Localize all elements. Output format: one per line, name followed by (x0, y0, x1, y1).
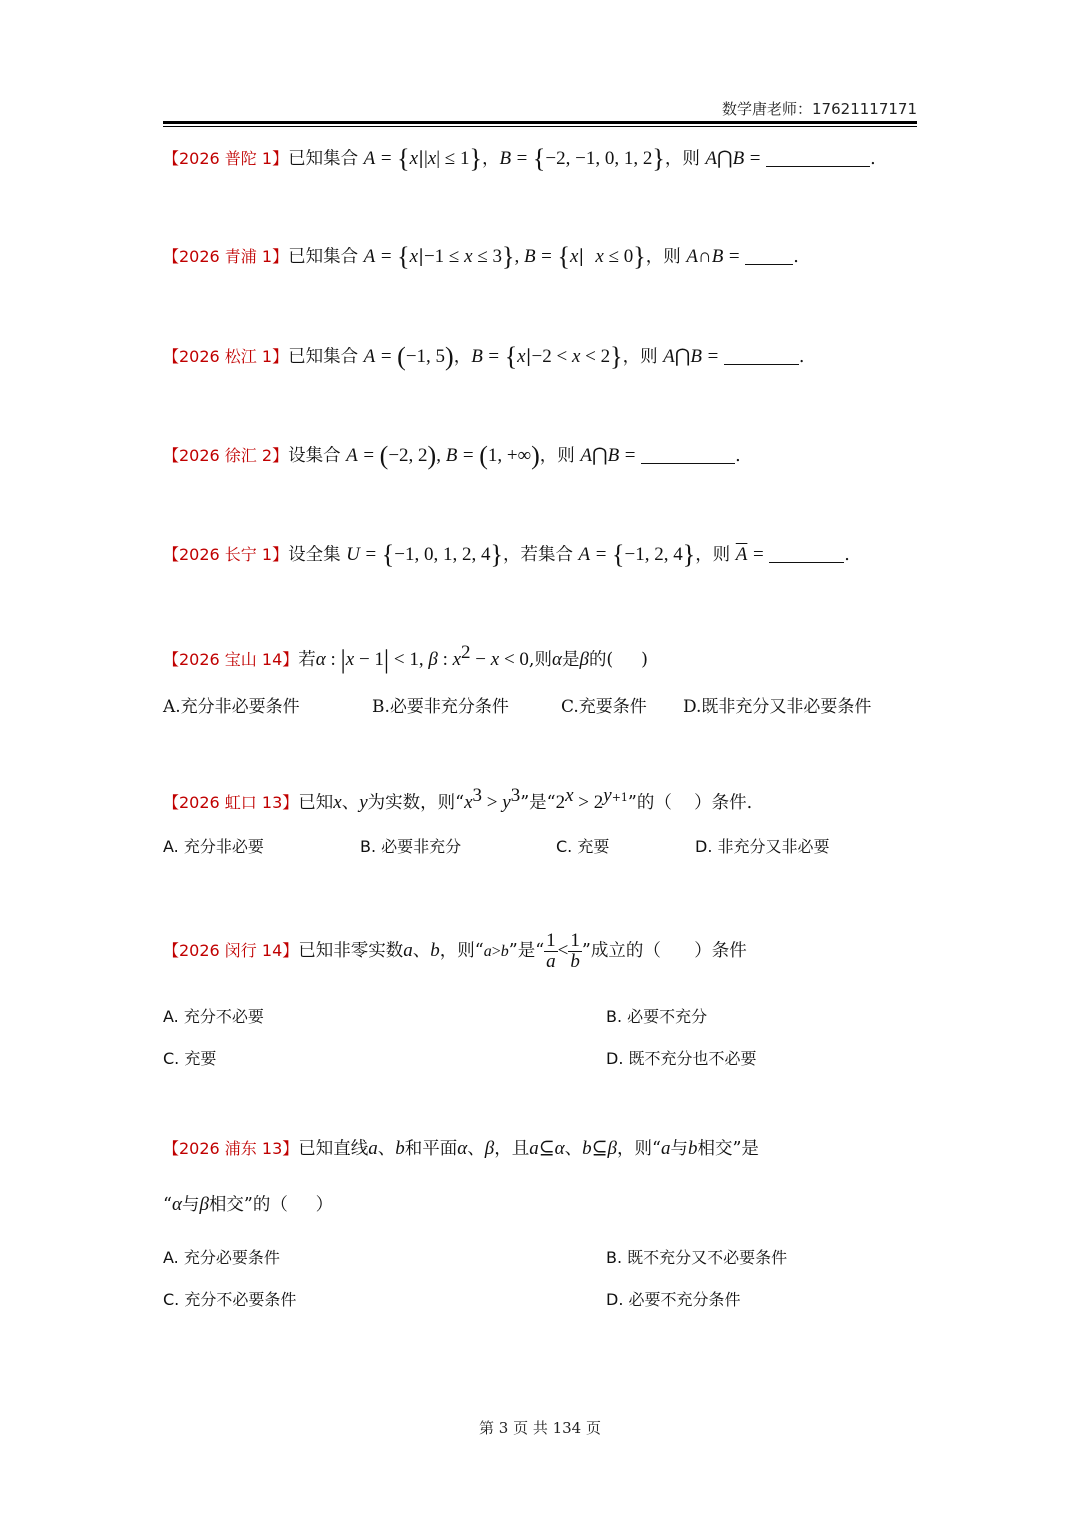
question-stem-prefix: 若 (298, 649, 316, 670)
math-expression: a、b和平面α、β，且a⊆α、b⊆β，则“a与b相交”是 (368, 1138, 759, 1159)
option-a: A. 充分不必要 (163, 1007, 264, 1026)
question-7 (163, 783, 923, 816)
question-stem-prefix: 已知非零实数 (298, 941, 404, 961)
question-1 (163, 146, 923, 172)
option-b: B. 必要非充分 (360, 837, 462, 856)
math-expression: “α与β相交”的（ ） (163, 1194, 334, 1215)
question-stem-prefix: 已知集合 (288, 149, 359, 169)
question-6 (163, 640, 923, 673)
question-stem-prefix: 已知集合 (288, 347, 359, 367)
math-expression: A = (−1, 5)，B = {x|−2 < x < 2}，则 A⋂B = . (363, 342, 805, 371)
question-tag: 【2026 青浦 1】 (163, 247, 289, 266)
question-stem-prefix: 已知 (298, 792, 334, 813)
option-d: D. 既不充分也不必要 (606, 1049, 757, 1068)
question-tag: 【2026 闵行 14】 (163, 941, 299, 960)
math-expression: A = (−2, 2), B = (1, +∞)，则 A⋂B = . (346, 441, 741, 470)
question-9-continued (163, 1192, 923, 1218)
header-rule-thick (163, 121, 917, 124)
option-b: B. 既不充分又不必要条件 (606, 1248, 788, 1267)
option-a: A. 充分必要条件 (163, 1248, 280, 1267)
option-d: D. 非充分又非必要 (695, 837, 830, 856)
question-stem-prefix: 已知直线 (298, 1139, 369, 1159)
option-c: C.充要条件 (561, 697, 647, 717)
page-header: 数学唐老师：17621117171 (722, 100, 917, 118)
question-stem-prefix: 设全集 (288, 545, 341, 565)
question-tag: 【2026 松江 1】 (163, 347, 289, 366)
question-8 (163, 928, 923, 975)
math-expression: A = {x||x| ≤ 1}，B = {−2, −1, 0, 1, 2}，则 A⋂B = . (363, 144, 876, 173)
option-d: D. 必要不充分条件 (606, 1290, 741, 1309)
question-tag: 【2026 徐汇 2】 (163, 446, 289, 465)
option-c: C. 充要 (556, 837, 610, 856)
page-footer: 第 3 页 共 134 页 (478, 1419, 601, 1437)
header-rule-thin (163, 126, 917, 127)
question-tag: 【2026 宝山 14】 (163, 649, 299, 669)
option-b: B.必要非充分条件 (372, 697, 509, 717)
math-expression: U = {−1, 0, 1, 2, 4}，若集合 A = {−1, 2, 4}，则 $\overline{A}$ = . (346, 540, 850, 569)
math-expression: a、b，则“a>b”是“ $\frac{1}{a}$ < $\frac{1}{b}$ ”成立的（ ）条件 (403, 930, 747, 972)
question-4 (163, 443, 923, 469)
question-9 (163, 1136, 923, 1162)
math-expression: A = {x|−1 ≤ x ≤ 3}, B = {x| x ≤ 0}，则 A∩B = . (363, 242, 799, 271)
option-c: C. 充要 (163, 1049, 217, 1068)
option-b: B. 必要不充分 (606, 1007, 708, 1026)
question-tag: 【2026 虹口 13】 (163, 792, 299, 812)
question-5 (163, 542, 923, 568)
question-stem-prefix: 设集合 (288, 446, 341, 466)
question-stem-prefix: 已知集合 (288, 247, 359, 267)
question-tag: 【2026 长宁 1】 (163, 545, 289, 564)
option-c: C. 充分不必要条件 (163, 1290, 297, 1309)
question-2 (163, 244, 923, 270)
math-expression: α : |x − 1| < 1, β : $x^2 - x < 0$,则α是β的( ) (315, 642, 648, 674)
question-3 (163, 344, 923, 370)
question-tag: 【2026 普陀 1】 (163, 149, 289, 168)
option-a: A.充分非必要条件 (163, 697, 300, 717)
option-d: D.既非充分又非必要条件 (683, 697, 872, 717)
option-a: A. 充分非必要 (163, 837, 264, 856)
question-tag: 【2026 浦东 13】 (163, 1139, 299, 1158)
math-expression: x、y为实数，则“$x^3 > y^3$”是“$2^x > 2^{y+1}$”的（ ）条件. (333, 785, 753, 813)
